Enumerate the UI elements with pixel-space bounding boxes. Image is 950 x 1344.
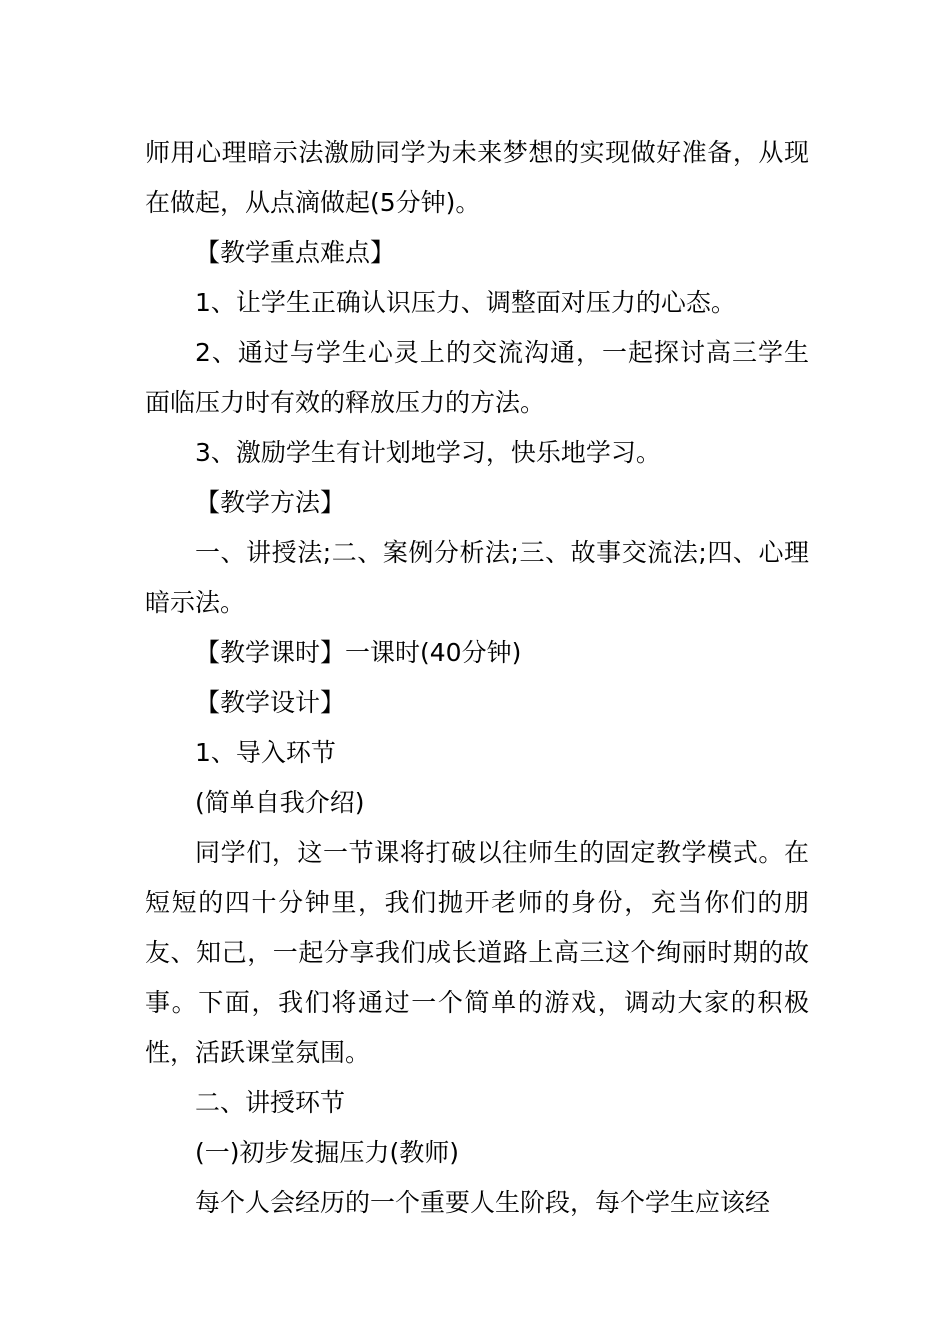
subheading-explore-pressure: (一)初步发掘压力(教师) [195,1138,460,1167]
paragraph-self-introduction: (简单自我介绍) [195,788,365,817]
paragraph-continuation: 师用心理暗示法激励同学为未来梦想的实现做好准备，从现在做起，从点滴做起(5分钟)。 [145,138,809,217]
paragraph-opening-remarks: 同学们，这一节课将打破以往师生的固定教学模式。在短短的四十分钟里，我们抛开老师的身份，充当你们的朋友、知己，一起分享我们成长道路上高三这个绚丽时期的故事。下面，我们将通过一个简单的游戏，调动大家的积极性，活跃课堂氛围。 [145,838,809,1067]
subheading-lecture: 二、讲授环节 [195,1088,346,1117]
heading-teaching-design: 【教学设计】 [195,688,346,717]
paragraph-life-stage: 每个人会经历的一个重要人生阶段，每个学生应该经 [195,1188,771,1217]
paragraph-point-2: 2、通过与学生心灵上的交流沟通，一起探讨高三学生面临压力时有效的释放压力的方法。 [145,338,809,417]
paragraph-point-3: 3、激励学生有计划地学习，快乐地学习。 [195,438,661,467]
heading-teaching-methods: 【教学方法】 [195,488,346,517]
heading-class-hours: 【教学课时】一课时(40分钟) [195,638,522,667]
paragraph-methods-list: 一、讲授法;二、案例分析法;三、故事交流法;四、心理暗示法。 [145,538,809,617]
heading-key-difficulties: 【教学重点难点】 [195,238,396,267]
subheading-introduction: 1、导入环节 [195,738,336,767]
paragraph-point-1: 1、让学生正确认识压力、调整面对压力的心态。 [195,288,736,317]
document-body [145,128,809,1228]
